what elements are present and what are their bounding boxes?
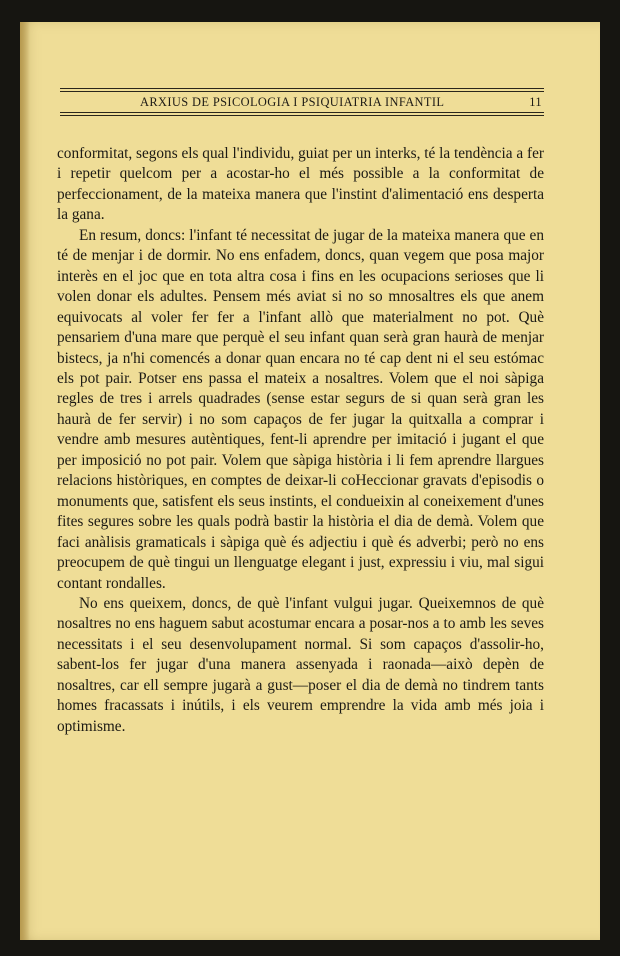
paragraph-2: En resum, doncs: l'infant té necessitat de jugar de la mateixa manera que en té de menjar i de dormir. No ens enfadem, doncs, quan vegem que posa major interès en el joc que en tota altra cosa i fins en les ocupacions serioses que li volen donar els adultes. Pensem més aviat si no so mnosaltres els que anem equivocats al voler fer fer a l'infant allò que materialment no pot. Què pensariem d'una mare que perquè el seu infant quan serà gran haurà de menjar bistecs, ja n'hi comencés a donar quan encara no té cap dent ni el seu estómac els pot pair. Potser ens passa el mateix a nosaltres. Volem que el noi sàpiga regles de tres i arrels quadrades (sense estar segurs de si quan serà gran les haurà de fer servir) i no som capaços de fer jugar la quitxalla a comprar i vendre amb mesures autèntiques, fent-li aprendre per imitació i jugant el que per imposició no pot pair. Volem que sàpiga història i li fem aprendre llargues relacions històriques, en comptes de deixar-li coHeccionar gravats d'episodis o monuments que, satisfent els seus instints, el condueixin al coneixement d'unes fites segures sobre les quals podrà bastir la història el dia de demà. Volem que faci anàlisis gramaticals i sàpiga què és adjectiu i què és adverbi; però no ens preocupem de què tingui un llenguatge elegant i just, expressiu i viu, mal sigui contant rondalles. (57, 226, 544, 592)
paragraph-1: conformitat, segons els qual l'individu, guiat per un interks, té la tendència a fer i repetir quelcom per a acostar-ho el més possible a la conformitat de perfeccionament, de la mateixa manera que l'instint d'alimentació ens desperta la gana. (57, 145, 545, 224)
header-line (60, 92, 544, 112)
header-rule-bottom (60, 112, 544, 113)
running-header (60, 88, 544, 116)
page-number: 11 (529, 95, 542, 109)
header-rule-top (60, 88, 544, 89)
journal-title: ARXIUS DE PSICOLOGIA I PSIQUIATRIA INFANTIL (140, 95, 445, 109)
header-rule-bottom-thin (60, 115, 544, 116)
paragraph-3: No ens queixem, doncs, de què l'infant vulgui jugar. Queixemnos de què nosaltres no ens haguem sabut acostumar encara a posar-nos a to amb les seves necessitats i el seu desenvolupament normal. Si som capaços d'assolir-ho, sabent-los fer jugar d'una manera assenyada i raonada—això depèn de nosaltres, car ell sempre jugarà a gust—poser el dia de demà no tindrem tants homes fracassats i inútils, i els veurem emprendre la vida amb més joia i optimisme. (57, 594, 544, 735)
page-gutter-shadow (20, 22, 30, 940)
body-text (57, 144, 544, 737)
